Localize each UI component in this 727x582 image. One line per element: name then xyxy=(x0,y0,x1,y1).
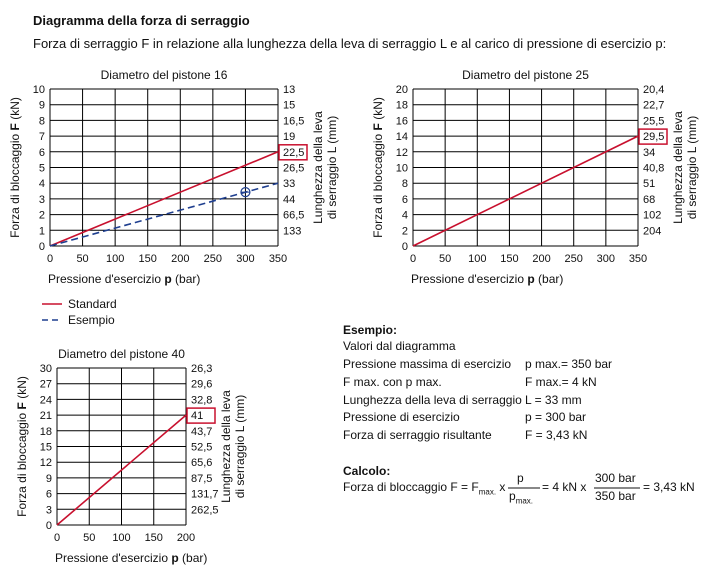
x-tick-label: 350 xyxy=(628,253,648,265)
example-row-label: Valori dal diagramma xyxy=(343,339,456,353)
y-tick-label: 10 xyxy=(395,162,408,175)
y2-tick-label: 44 xyxy=(283,193,296,206)
x-tick-label: 150 xyxy=(500,253,519,265)
y-tick-label: 30 xyxy=(39,363,52,375)
y-tick-label: 0 xyxy=(401,241,408,253)
y2-tick-label: 22,7 xyxy=(643,99,665,112)
example-row-value: p max.= 350 bar xyxy=(525,357,613,371)
y-tick-label: 9 xyxy=(45,472,52,485)
y2-tick-label: 20,4 xyxy=(643,84,665,96)
y-tick-label: 18 xyxy=(395,99,408,112)
x-tick-label: 50 xyxy=(439,253,452,265)
y-tick-label: 9 xyxy=(38,99,45,112)
example-row-value: p = 300 bar xyxy=(525,410,587,424)
legend-example-label: Esempio xyxy=(68,313,115,327)
y-tick-label: 6 xyxy=(401,193,408,206)
y-tick-label: 8 xyxy=(38,115,45,128)
y2-axis-label-line2: di serraggio L (mm) xyxy=(685,115,699,220)
x-tick-label: 250 xyxy=(564,253,583,265)
y-tick-label: 5 xyxy=(38,162,45,175)
y-tick-label: 27 xyxy=(39,378,52,391)
y2-axis-label-line2: di serraggio L (mm) xyxy=(233,394,247,499)
y2-tick-label: 25,5 xyxy=(643,115,665,128)
y-axis-label: Forza di bloccaggio F (kN) xyxy=(15,376,29,517)
y-tick-label: 18 xyxy=(39,425,52,438)
y-tick-label: 14 xyxy=(395,131,408,144)
x-tick-label: 150 xyxy=(138,253,157,265)
calculation-result: = 3,43 kN xyxy=(643,480,695,494)
y-tick-label: 3 xyxy=(45,504,52,517)
fraction-1-numerator: p xyxy=(517,471,524,485)
y-tick-label: 15 xyxy=(39,441,52,454)
x-tick-label: 0 xyxy=(409,253,417,265)
y-tick-label: 0 xyxy=(38,241,45,253)
y2-tick-label: 26,5 xyxy=(283,162,305,175)
y-tick-label: 6 xyxy=(45,488,52,501)
x-axis-label: Pressione d'esercizio p (bar) xyxy=(48,272,201,286)
y2-tick-label: 131,7 xyxy=(191,488,219,501)
y-tick-label: 3 xyxy=(38,193,45,206)
fraction-2-denominator: 350 bar xyxy=(595,489,636,503)
y-tick-label: 4 xyxy=(401,209,408,222)
y2-tick-label: 16,5 xyxy=(283,115,305,128)
x-axis-label: Pressione d'esercizio p (bar) xyxy=(55,551,208,565)
y2-tick-label: 51 xyxy=(643,178,656,191)
y-tick-label: 12 xyxy=(39,457,52,470)
example-row-value: L = 33 mm xyxy=(525,393,582,407)
x-tick-label: 300 xyxy=(236,253,255,265)
y-tick-label: 2 xyxy=(38,209,45,222)
calculation-lhs: Forza di bloccaggio $F = F_{max.}$ x xyxy=(343,480,506,497)
diagram-subtitle: Forza di serraggio F in relazione alla lunghezza della leva di serraggio L e al carico di pressione di esercizio p: xyxy=(33,36,667,51)
example-row-label: F max. con p max. xyxy=(343,375,442,389)
example-heading: Esempio: xyxy=(343,323,398,337)
y2-axis-label-line1: Lunghezza della leva xyxy=(219,390,233,503)
y-tick-label: 24 xyxy=(39,394,52,407)
y-tick-label: 8 xyxy=(401,178,408,191)
diagram-title: Diagramma della forza di serraggio xyxy=(33,13,250,28)
y2-axis-label-line1: Lunghezza della leva xyxy=(311,111,325,224)
y2-tick-label: 26,3 xyxy=(191,363,213,375)
chart-title: Diametro del pistone 16 xyxy=(100,68,228,82)
x-tick-label: 300 xyxy=(596,253,616,265)
y2-axis-label-line2: di serraggio L (mm) xyxy=(325,115,339,220)
y2-tick-label: 262,5 xyxy=(191,504,219,517)
fraction-1-denominator: $p_{max.}$ xyxy=(509,489,534,506)
y-tick-label: 7 xyxy=(38,131,45,144)
example-row-label: Forza di serraggio risultante xyxy=(343,428,492,442)
example-row-value: F max.= 4 kN xyxy=(525,375,597,389)
y2-tick-label: 33 xyxy=(283,178,296,191)
y-tick-label: 21 xyxy=(39,410,52,423)
y-axis-label: Forza di bloccaggio F (kN) xyxy=(8,97,22,238)
y2-axis-label-line1: Lunghezza della leva xyxy=(671,111,685,224)
y2-tick-label: 102 xyxy=(643,209,662,222)
y2-tick-label: 22,5 xyxy=(283,146,305,159)
example-row-label: Pressione massima di esercizio xyxy=(343,357,512,371)
calculation-mid: = 4 kN x xyxy=(542,480,587,494)
x-tick-label: 100 xyxy=(105,253,125,265)
y2-tick-label: 133 xyxy=(283,225,302,238)
x-tick-label: 0 xyxy=(53,532,61,544)
y-tick-label: 0 xyxy=(45,520,52,532)
y2-tick-label: 29,5 xyxy=(643,131,665,144)
x-tick-label: 200 xyxy=(176,532,196,544)
y2-tick-label: 65,6 xyxy=(191,457,213,470)
y2-tick-label: 13 xyxy=(283,84,296,96)
x-tick-label: 200 xyxy=(171,253,190,265)
example-row-value: F = 3,43 kN xyxy=(525,428,588,442)
x-tick-label: 50 xyxy=(76,253,89,265)
y2-tick-label: 32,8 xyxy=(191,394,213,407)
x-tick-label: 50 xyxy=(83,532,96,544)
y-tick-label: 20 xyxy=(395,84,408,96)
example-row-label: Lunghezza della leva di serraggio xyxy=(343,393,522,407)
x-tick-label: 350 xyxy=(268,253,288,265)
legend-standard-label: Standard xyxy=(68,297,117,311)
chart-title: Diametro del pistone 40 xyxy=(58,347,185,361)
y2-tick-label: 15 xyxy=(283,99,296,112)
fraction-2-numerator: 300 bar xyxy=(595,471,636,485)
y2-tick-label: 41 xyxy=(191,410,204,423)
y-tick-label: 2 xyxy=(401,225,408,238)
y-tick-label: 6 xyxy=(38,146,45,159)
y2-tick-label: 40,8 xyxy=(643,162,665,175)
y-tick-label: 4 xyxy=(38,178,45,191)
y2-tick-label: 52,5 xyxy=(191,441,213,454)
x-tick-label: 0 xyxy=(46,253,54,265)
y2-tick-label: 87,5 xyxy=(191,472,213,485)
y2-tick-label: 34 xyxy=(643,146,656,159)
chart-title: Diametro del pistone 25 xyxy=(462,68,589,82)
y2-tick-label: 66,5 xyxy=(283,209,305,222)
x-tick-label: 200 xyxy=(532,253,551,265)
calculation-heading: Calcolo: xyxy=(343,464,391,478)
y-tick-label: 10 xyxy=(32,84,45,96)
y-tick-label: 12 xyxy=(395,146,408,159)
x-tick-label: 250 xyxy=(203,253,223,265)
y-tick-label: 1 xyxy=(38,225,45,238)
y2-tick-label: 19 xyxy=(283,131,296,144)
x-tick-label: 150 xyxy=(144,532,163,544)
y2-tick-label: 204 xyxy=(643,225,662,238)
y2-tick-label: 43,7 xyxy=(191,425,213,438)
series-line-standard xyxy=(413,136,638,246)
x-tick-label: 100 xyxy=(112,532,131,544)
y2-tick-label: 29,6 xyxy=(191,378,213,391)
x-axis-label: Pressione d'esercizio p (bar) xyxy=(411,272,564,286)
x-tick-label: 100 xyxy=(468,253,487,265)
example-row-label: Pressione di esercizio xyxy=(343,410,460,424)
y-axis-label: Forza di bloccaggio F (kN) xyxy=(371,97,385,238)
y-tick-label: 16 xyxy=(395,115,408,128)
y2-tick-label: 68 xyxy=(643,193,656,206)
